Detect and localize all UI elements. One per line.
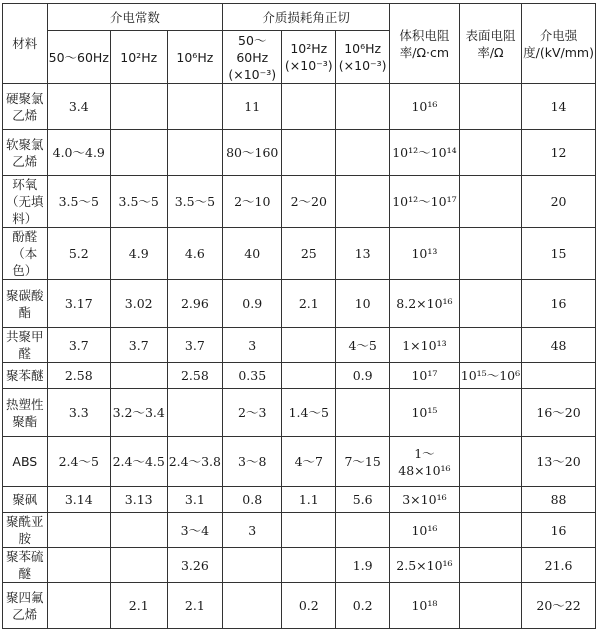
value-cell <box>336 389 390 437</box>
value-cell: 0.9 <box>336 363 390 389</box>
value-cell: 21.6 <box>522 548 596 583</box>
value-cell: 3.17 <box>47 280 110 328</box>
value-cell: 14 <box>522 84 596 130</box>
value-cell: 3～4 <box>167 513 223 548</box>
header-dielectric-constant: 介电常数 <box>47 4 223 31</box>
table-row <box>3 228 596 280</box>
value-cell: 10¹⁷ <box>390 363 460 389</box>
value-cell: 4～7 <box>282 437 336 487</box>
value-cell: 4.0～4.9 <box>47 130 110 176</box>
value-cell: 13～20 <box>522 437 596 487</box>
value-cell: 5.2 <box>47 228 110 280</box>
value-cell: 10¹⁵ <box>390 389 460 437</box>
header-lt-100hz: 10²Hz (×10⁻³) <box>282 31 336 84</box>
value-cell: 20～22 <box>522 583 596 629</box>
value-cell: 3.7 <box>47 328 110 363</box>
value-cell: 3.1 <box>167 487 223 513</box>
material-cell: 聚四氟乙烯 <box>3 583 48 629</box>
value-cell: 5.6 <box>336 487 390 513</box>
value-cell: 16～20 <box>522 389 596 437</box>
value-cell: 1～48×10¹⁶ <box>390 437 460 487</box>
material-cell: 酚醛（本色） <box>3 228 48 280</box>
table-row <box>3 328 596 363</box>
data-table-container <box>2 3 596 629</box>
value-cell <box>459 84 521 130</box>
value-cell <box>459 228 521 280</box>
header-dc-50-60hz: 50～60Hz <box>47 31 110 84</box>
value-cell: 10¹⁶ <box>390 513 460 548</box>
value-cell: 3.5～5 <box>167 176 223 228</box>
value-cell <box>459 130 521 176</box>
value-cell: 80～160 <box>223 130 282 176</box>
value-cell <box>47 513 110 548</box>
value-cell: 48 <box>522 328 596 363</box>
material-cell: 聚砜 <box>3 487 48 513</box>
value-cell: 10¹³ <box>390 228 460 280</box>
value-cell <box>110 548 167 583</box>
value-cell: 3.7 <box>167 328 223 363</box>
header-surface-resistivity: 表面电阻率/Ω <box>459 4 521 84</box>
value-cell: 0.8 <box>223 487 282 513</box>
value-cell: 1.9 <box>336 548 390 583</box>
value-cell: 2.58 <box>47 363 110 389</box>
properties-table <box>2 3 596 629</box>
value-cell <box>459 583 521 629</box>
value-cell: 0.2 <box>282 583 336 629</box>
value-cell: 10¹⁸ <box>390 583 460 629</box>
value-cell: 2～3 <box>223 389 282 437</box>
value-cell: 3～8 <box>223 437 282 487</box>
value-cell: 3.3 <box>47 389 110 437</box>
value-cell: 2.4～4.5 <box>110 437 167 487</box>
header-dc-1mhz: 10⁶Hz <box>167 31 223 84</box>
value-cell: 2.1 <box>167 583 223 629</box>
value-cell <box>336 130 390 176</box>
value-cell: 10¹²～10¹⁷ <box>390 176 460 228</box>
value-cell <box>110 513 167 548</box>
value-cell: 1×10¹³ <box>390 328 460 363</box>
material-cell: 热塑性聚酯 <box>3 389 48 437</box>
value-cell: 2.4～3.8 <box>167 437 223 487</box>
value-cell: 88 <box>522 487 596 513</box>
value-cell: 2.1 <box>110 583 167 629</box>
value-cell: 1.1 <box>282 487 336 513</box>
material-cell: 聚苯硫醚 <box>3 548 48 583</box>
value-cell: 15 <box>522 228 596 280</box>
table-row <box>3 130 596 176</box>
value-cell: 40 <box>223 228 282 280</box>
material-cell: 环氧（无填料） <box>3 176 48 228</box>
value-cell: 3.5～5 <box>110 176 167 228</box>
material-cell: 硬聚氯乙烯 <box>3 84 48 130</box>
value-cell: 20 <box>522 176 596 228</box>
value-cell: 2.4～5 <box>47 437 110 487</box>
value-cell: 1.4～5 <box>282 389 336 437</box>
value-cell <box>282 548 336 583</box>
value-cell <box>167 84 223 130</box>
value-cell <box>167 389 223 437</box>
value-cell <box>110 363 167 389</box>
value-cell <box>336 176 390 228</box>
value-cell: 3.14 <box>47 487 110 513</box>
material-cell: 聚酰亚胺 <box>3 513 48 548</box>
table-row <box>3 84 596 130</box>
header-volume-resistivity: 体积电阻率/Ω·cm <box>390 4 460 84</box>
value-cell <box>459 280 521 328</box>
value-cell: 3.13 <box>110 487 167 513</box>
value-cell <box>459 513 521 548</box>
table-row <box>3 548 596 583</box>
table-row <box>3 437 596 487</box>
value-cell: 2～10 <box>223 176 282 228</box>
value-cell <box>282 328 336 363</box>
value-cell: 3.5～5 <box>47 176 110 228</box>
value-cell: 10¹²～10¹⁴ <box>390 130 460 176</box>
value-cell: 2.96 <box>167 280 223 328</box>
value-cell <box>459 176 521 228</box>
table-row <box>3 513 596 548</box>
value-cell: 2.1 <box>282 280 336 328</box>
value-cell <box>459 487 521 513</box>
value-cell <box>336 84 390 130</box>
value-cell: 13 <box>336 228 390 280</box>
value-cell: 3.2～3.4 <box>110 389 167 437</box>
value-cell <box>167 130 223 176</box>
header-lt-50-60hz: 50～60Hz (×10⁻³) <box>223 31 282 84</box>
value-cell: 0.9 <box>223 280 282 328</box>
value-cell <box>336 513 390 548</box>
header-material: 材料 <box>3 4 48 84</box>
value-cell <box>282 84 336 130</box>
value-cell <box>459 328 521 363</box>
value-cell: 3×10¹⁶ <box>390 487 460 513</box>
header-dielectric-strength: 介电强度/(kV/mm) <box>522 4 596 84</box>
value-cell: 11 <box>223 84 282 130</box>
header-loss-tangent: 介质损耗角正切 <box>223 4 390 31</box>
value-cell: 4.9 <box>110 228 167 280</box>
material-cell: 共聚甲醛 <box>3 328 48 363</box>
value-cell: 16 <box>522 513 596 548</box>
value-cell: 16 <box>522 280 596 328</box>
value-cell <box>223 548 282 583</box>
table-row <box>3 280 596 328</box>
value-cell: 25 <box>282 228 336 280</box>
table-row <box>3 389 596 437</box>
value-cell <box>282 130 336 176</box>
value-cell <box>223 583 282 629</box>
value-cell: 0.2 <box>336 583 390 629</box>
value-cell: 12 <box>522 130 596 176</box>
material-cell: 聚苯醚 <box>3 363 48 389</box>
value-cell <box>47 583 110 629</box>
table-row <box>3 583 596 629</box>
value-cell <box>522 363 596 389</box>
table-row <box>3 176 596 228</box>
value-cell <box>459 389 521 437</box>
value-cell: 10¹⁵～10⁶ <box>459 363 521 389</box>
value-cell <box>282 513 336 548</box>
value-cell <box>110 130 167 176</box>
material-cell: ABS <box>3 437 48 487</box>
value-cell <box>110 84 167 130</box>
value-cell: 3.4 <box>47 84 110 130</box>
header-dc-100hz: 10²Hz <box>110 31 167 84</box>
value-cell <box>459 548 521 583</box>
value-cell: 10¹⁶ <box>390 84 460 130</box>
value-cell <box>459 437 521 487</box>
table-row <box>3 487 596 513</box>
value-cell: 2.58 <box>167 363 223 389</box>
value-cell: 4.6 <box>167 228 223 280</box>
value-cell: 2～20 <box>282 176 336 228</box>
value-cell: 10 <box>336 280 390 328</box>
value-cell: 7～15 <box>336 437 390 487</box>
value-cell: 3.26 <box>167 548 223 583</box>
value-cell: 3.02 <box>110 280 167 328</box>
value-cell: 3 <box>223 328 282 363</box>
value-cell: 2.5×10¹⁶ <box>390 548 460 583</box>
value-cell: 8.2×10¹⁶ <box>390 280 460 328</box>
material-cell: 软聚氯乙烯 <box>3 130 48 176</box>
value-cell: 3 <box>223 513 282 548</box>
value-cell: 0.35 <box>223 363 282 389</box>
material-cell: 聚碳酸酯 <box>3 280 48 328</box>
value-cell: 3.7 <box>110 328 167 363</box>
header-lt-1mhz: 10⁶Hz (×10⁻³) <box>336 31 390 84</box>
value-cell <box>47 548 110 583</box>
value-cell: 4～5 <box>336 328 390 363</box>
table-row <box>3 363 596 389</box>
value-cell <box>282 363 336 389</box>
